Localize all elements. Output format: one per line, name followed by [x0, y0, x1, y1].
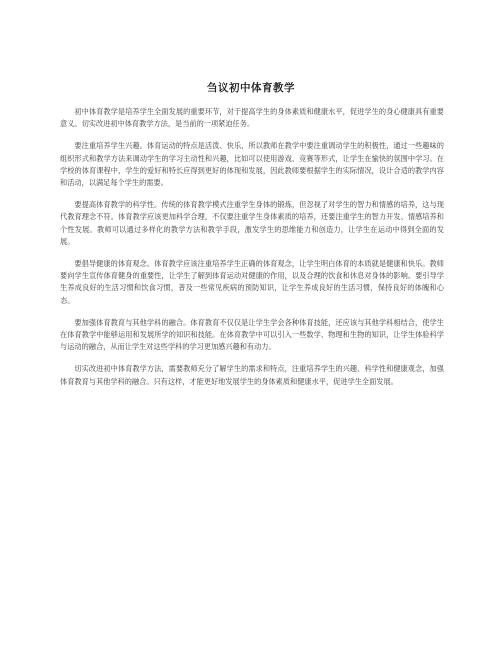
paragraph-conclusion: 切实改进初中体育教学方法，需要教师充分了解学生的需求和特点，注重培养学生的兴趣、科学性和健康观念，加强体育教育与其他学科的融合。只有这样，才能更好地发展学生的身体素质和健康水平，促进学生全面发展。	[60, 364, 444, 386]
paragraph-intro: 初中体育教学是培养学生全面发展的重要环节，对于提高学生的身体素质和健康水平，促进学生的身心健康具有重要意义。切实改进初中体育教学方法，是当前的一项紧迫任务。	[60, 107, 444, 129]
document-title: 刍议初中体育教学	[207, 82, 295, 94]
paragraph-interest: 要注重培养学生兴趣。体育运动的特点是活泼、快乐，所以教师在教学中要注重调动学生的积极性，通过一些趣味的组织形式和教学方法来调动学生的学习主动性和兴趣，比如可以使用游戏、竞赛等形式，让学生在愉快的氛围中学习。在学校的体育课程中，学生的爱好和特长应得到更好的体现和发展，因此教师要根据学生的实际情况，设计合适的教学内容和活动，以满足每个学生的需要。	[60, 141, 444, 188]
paragraph-integration: 要加强体育教育与其他学科的融合。体育教育不仅仅是让学生学会各种体育技能，还应该与其他学科相结合，使学生在体育教学中能够运用和发展所学的知识和技能。在体育教学中可以引入一些数学、物理和生物的知识，让学生体验科学与运动的融合，从而让学生对这些学科的学习更加感兴趣和有动力。	[60, 317, 444, 352]
document-body	[60, 106, 444, 398]
paragraph-health-concept: 要倡导健康的体育观念。体育教学应该注重培养学生正确的体育观念，让学生明白体育的本质就是健康和快乐。教师要向学生宣传体育健身的重要性，让学生了解到体育运动对健康的作用，以及合理的饮食和休息对身体的影响。要引导学生养成良好的生活习惯和饮食习惯，普及一些常见疾病的预防知识，让学生养成良好的生活习惯，保持良好的体魄和心态。	[60, 259, 444, 305]
paragraph-scientific: 要提高体育教学的科学性。传统的体育教学模式注重学生身体的锻炼，但忽视了对学生的智力和情感的培养，这与现代教育理念不符。体育教学应该更加科学合理，不仅要注重学生身体素质的培养，还要注重学生的智力开发、情感培养和个性发展。教师可以通过多样化的教学方法和教学手段，激发学生的思维能力和创造力，让学生在运动中得到全面的发展。	[60, 200, 444, 246]
